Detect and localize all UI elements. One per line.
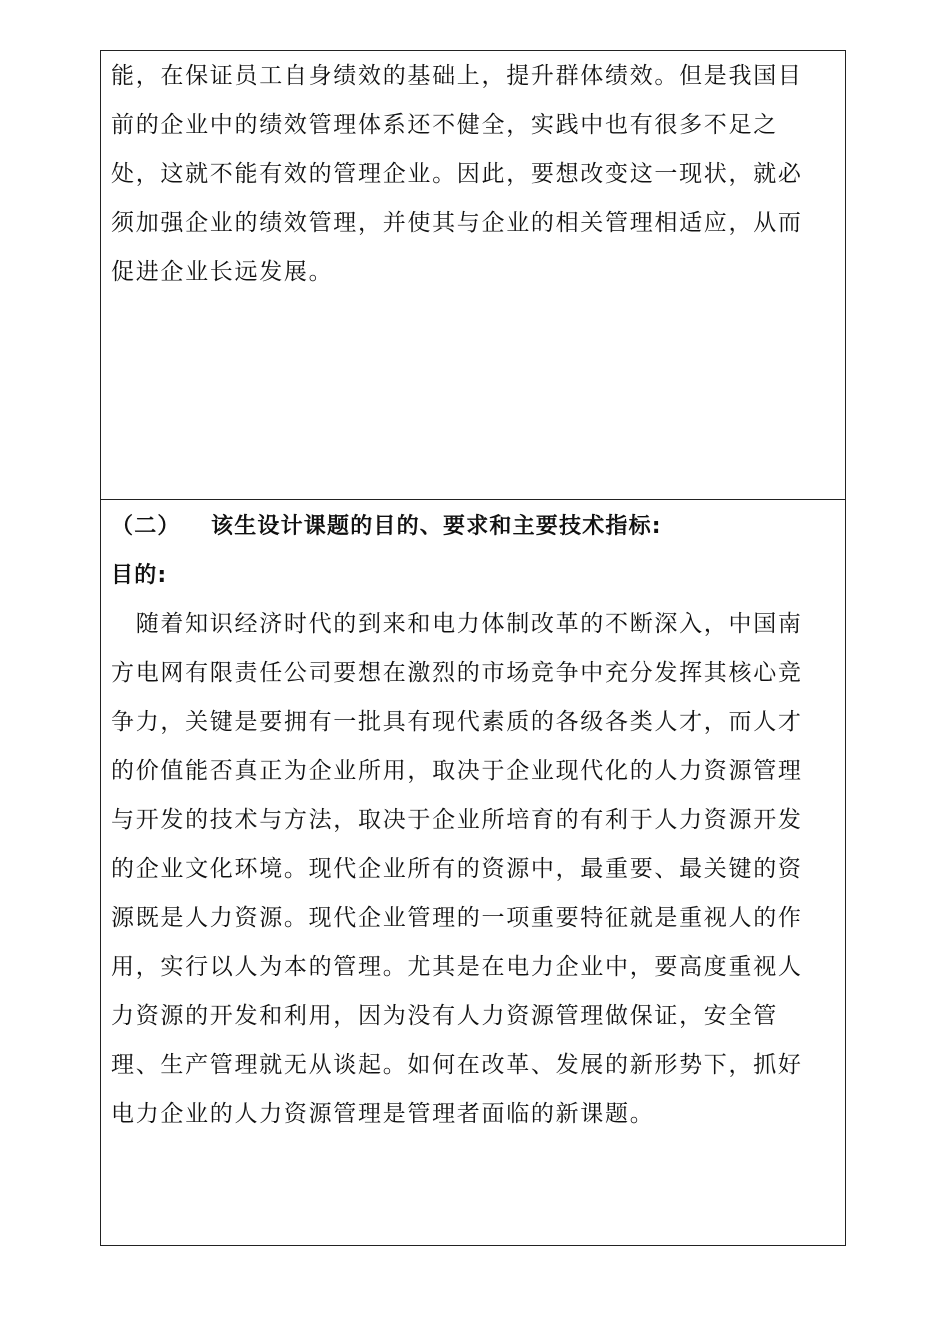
paragraph-continuation xyxy=(111,52,803,297)
text-line: 的企业文化环境。现代企业所有的资源中，最重要、最关键的资 xyxy=(111,856,803,882)
table-cell-purpose-section xyxy=(101,499,845,1245)
document-table xyxy=(100,50,846,1246)
text-line: 电力企业的人力资源管理是管理者面临的新课题。 xyxy=(111,1101,655,1127)
text-line: 能，在保证员工自身绩效的基础上，提升群体绩效。但是我国目 xyxy=(111,63,803,89)
section-number: （二） xyxy=(111,514,181,539)
text-line: 用，实行以人为本的管理。尤其是在电力企业中，要高度重视人 xyxy=(111,954,803,980)
text-line: 前的企业中的绩效管理体系还不健全，实践中也有很多不足之 xyxy=(111,112,778,138)
text-line: 的价值能否真正为企业所用，取决于企业现代化的人力资源管理 xyxy=(111,758,803,784)
text-line: 促进企业长远发展。 xyxy=(111,259,334,285)
section-title: 该生设计课题的目的、要求和主要技术指标: xyxy=(211,514,662,539)
table-cell-previous-section xyxy=(101,51,845,499)
text-line: 须加强企业的绩效管理，并使其与企业的相关管理相适应，从而 xyxy=(111,210,803,236)
text-line: 力资源的开发和利用，因为没有人力资源管理做保证，安全管 xyxy=(111,1003,778,1029)
text-line: 源既是人力资源。现代企业管理的一项重要特征就是重视人的作 xyxy=(111,905,803,931)
text-line: 争力，关键是要拥有一批具有现代素质的各级各类人才，而人才 xyxy=(111,709,803,735)
text-line: 随着知识经济时代的到来和电力体制改革的不断深入，中国南 xyxy=(111,611,803,637)
text-line: 与开发的技术与方法，取决于企业所培育的有利于人力资源开发 xyxy=(111,807,803,833)
section-heading xyxy=(111,502,803,551)
text-line: 理、生产管理就无从谈起。如何在改革、发展的新形势下，抓好 xyxy=(111,1052,803,1078)
text-line: 方电网有限责任公司要想在激烈的市场竞争中充分发挥其核心竞 xyxy=(111,660,803,686)
text-line: 处，这就不能有效的管理企业。因此，要想改变这一现状，就必 xyxy=(111,161,803,187)
section-content xyxy=(111,502,803,1139)
purpose-subheading: 目的: xyxy=(111,563,168,588)
